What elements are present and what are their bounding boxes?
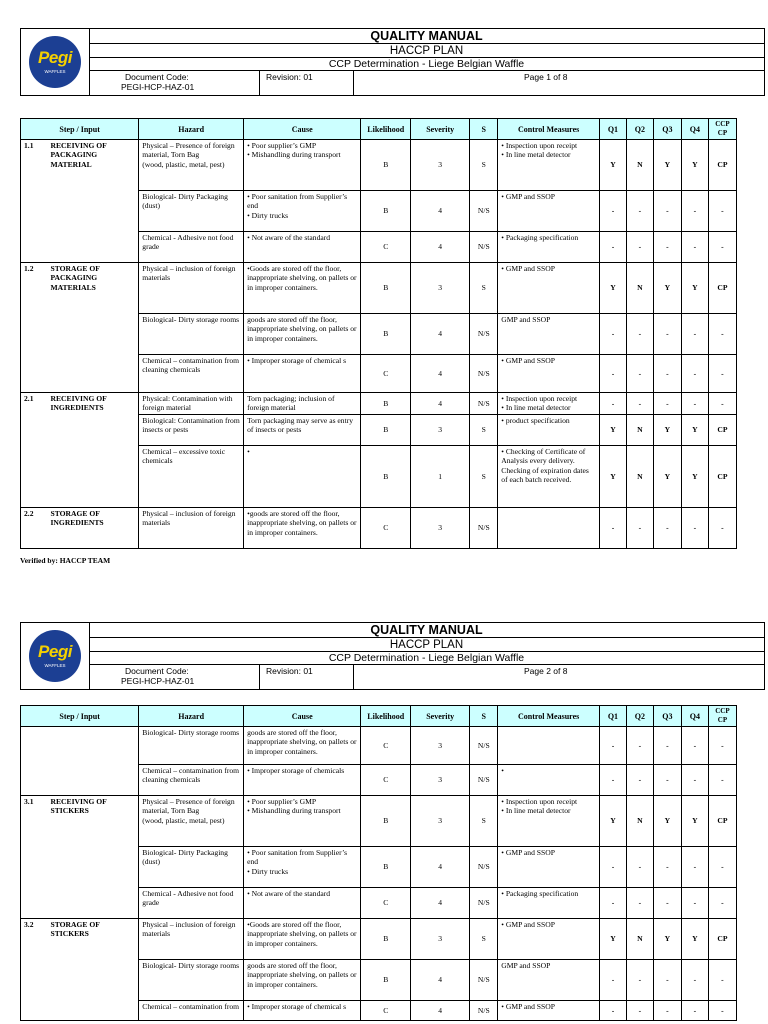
- hazard-cell: Physical – inclusion of foreign materials: [139, 919, 244, 960]
- q4-cell: -: [681, 232, 708, 263]
- column-header: S: [470, 119, 498, 140]
- likelihood-cell: B: [361, 796, 411, 847]
- column-header: Likelihood: [361, 119, 411, 140]
- likelihood-cell: C: [361, 507, 411, 548]
- severity-cell: 4: [411, 960, 470, 1001]
- column-header: Cause: [244, 119, 361, 140]
- likelihood-cell: C: [361, 765, 411, 796]
- cause-cell: •goods are stored off the floor, inappropriate shelving, on pallets or in improper containers.: [244, 507, 361, 548]
- doc-code-label: Document Code:: [125, 666, 189, 676]
- hazard-cell: Physical – inclusion of foreign materials: [139, 507, 244, 548]
- q1-cell: -: [599, 355, 626, 393]
- doc-code: PEGI-HCP-HAZ-01: [121, 676, 195, 686]
- severity-cell: 4: [411, 393, 470, 415]
- cause-cell: • Poor sanitation from Supplier’s end • Dirty trucks: [244, 847, 361, 888]
- likelihood-cell: B: [361, 414, 411, 445]
- control-cell: [498, 727, 600, 765]
- s-cell: S: [470, 414, 498, 445]
- s-cell: N/S: [470, 847, 498, 888]
- severity-cell: 3: [411, 263, 470, 314]
- q2-cell: -: [626, 888, 653, 919]
- document-title: CCP Determination - Liege Belgian Waffle: [89, 652, 764, 665]
- doc-code-label: Document Code:: [125, 72, 189, 82]
- step-number: 1.1: [21, 140, 48, 263]
- severity-cell: 4: [411, 1001, 470, 1021]
- revision: Revision: 01: [266, 666, 313, 676]
- q1-cell: Y: [599, 140, 626, 191]
- column-header: Control Measures: [498, 706, 600, 727]
- column-header: Q1: [599, 706, 626, 727]
- q1-cell: Y: [599, 919, 626, 960]
- q2-cell: -: [626, 232, 653, 263]
- control-cell: • GMP and SSOP: [498, 263, 600, 314]
- ccp-cell: -: [708, 314, 736, 355]
- column-header: S: [470, 706, 498, 727]
- severity-cell: 3: [411, 140, 470, 191]
- q4-cell: -: [681, 960, 708, 1001]
- logo-text: Pegi: [38, 48, 72, 67]
- column-header: Q4: [681, 119, 708, 140]
- control-cell: • product specification: [498, 414, 600, 445]
- q3-cell: Y: [653, 796, 681, 847]
- likelihood-cell: B: [361, 445, 411, 507]
- q4-cell: -: [681, 355, 708, 393]
- ccp-cell: -: [708, 765, 736, 796]
- likelihood-cell: B: [361, 191, 411, 232]
- ccp-cell: -: [708, 960, 736, 1001]
- hazard-cell: Biological- Dirty storage rooms: [139, 727, 244, 765]
- logo-cell: [21, 623, 90, 689]
- q3-cell: -: [653, 232, 681, 263]
- cause-cell: • Poor sanitation from Supplier’s end • Dirty trucks: [244, 191, 361, 232]
- column-header: Step / Input: [21, 119, 139, 140]
- document-header: [20, 622, 765, 690]
- step-name: RECEIVING OF PACKAGING MATERIAL: [47, 140, 138, 263]
- column-header: CCP CP: [708, 119, 736, 140]
- q3-cell: -: [653, 765, 681, 796]
- q2-cell: -: [626, 314, 653, 355]
- column-header: CCP CP: [708, 706, 736, 727]
- severity-cell: 3: [411, 765, 470, 796]
- s-cell: N/S: [470, 1001, 498, 1021]
- likelihood-cell: B: [361, 140, 411, 191]
- step-number: [21, 727, 48, 796]
- likelihood-cell: C: [361, 727, 411, 765]
- hazard-cell: Chemical - Adhesive not food grade: [139, 888, 244, 919]
- column-header: Cause: [244, 706, 361, 727]
- ccp-cell: -: [708, 191, 736, 232]
- s-cell: N/S: [470, 507, 498, 548]
- s-cell: S: [470, 919, 498, 960]
- severity-cell: 3: [411, 727, 470, 765]
- column-header: Likelihood: [361, 706, 411, 727]
- s-cell: N/S: [470, 888, 498, 919]
- q4-cell: -: [681, 888, 708, 919]
- manual-title: QUALITY MANUAL: [89, 29, 764, 44]
- likelihood-cell: B: [361, 960, 411, 1001]
- q4-cell: -: [681, 393, 708, 415]
- likelihood-cell: B: [361, 919, 411, 960]
- column-header: Control Measures: [498, 119, 600, 140]
- q3-cell: -: [653, 847, 681, 888]
- column-header: Hazard: [139, 706, 244, 727]
- cause-cell: Torn packaging; inclusion of foreign material: [244, 393, 361, 415]
- severity-cell: 4: [411, 847, 470, 888]
- ccp-cell: -: [708, 507, 736, 548]
- severity-cell: 4: [411, 355, 470, 393]
- plan-title: HACCP PLAN: [89, 44, 764, 58]
- ccp-cell: -: [708, 232, 736, 263]
- q2-cell: -: [626, 960, 653, 1001]
- q3-cell: -: [653, 727, 681, 765]
- cause-cell: • Poor supplier’s GMP • Mishandling during transport: [244, 796, 361, 847]
- logo-text: Pegi: [38, 642, 72, 661]
- s-cell: N/S: [470, 191, 498, 232]
- likelihood-cell: B: [361, 393, 411, 415]
- control-cell: • Inspection upon receipt • In line metal detector: [498, 393, 600, 415]
- q1-cell: -: [599, 314, 626, 355]
- q4-cell: -: [681, 727, 708, 765]
- ccp-cell: -: [708, 727, 736, 765]
- severity-cell: 4: [411, 314, 470, 355]
- q2-cell: N: [626, 919, 653, 960]
- table-row: [21, 919, 737, 960]
- page-number: Page 1 of 8: [524, 72, 568, 82]
- hazard-cell: Physical – inclusion of foreign materials: [139, 263, 244, 314]
- q4-cell: Y: [681, 414, 708, 445]
- cause-cell: Torn packaging may serve as entry of insects or pests: [244, 414, 361, 445]
- control-cell: GMP and SSOP: [498, 314, 600, 355]
- step-name: STORAGE OF PACKAGING MATERIALS: [47, 263, 138, 393]
- q3-cell: -: [653, 191, 681, 232]
- q2-cell: -: [626, 355, 653, 393]
- table-row: [21, 727, 737, 765]
- q2-cell: N: [626, 445, 653, 507]
- q2-cell: N: [626, 796, 653, 847]
- q4-cell: -: [681, 765, 708, 796]
- cause-cell: • Not aware of the standard: [244, 888, 361, 919]
- s-cell: S: [470, 263, 498, 314]
- s-cell: N/S: [470, 393, 498, 415]
- cause-cell: •: [244, 445, 361, 507]
- severity-cell: 3: [411, 796, 470, 847]
- q3-cell: Y: [653, 414, 681, 445]
- hazard-cell: Biological- Dirty Packaging (dust): [139, 847, 244, 888]
- column-header: Q1: [599, 119, 626, 140]
- q3-cell: -: [653, 888, 681, 919]
- ccp-cell: CP: [708, 263, 736, 314]
- cause-cell: • Not aware of the standard: [244, 232, 361, 263]
- q1-cell: -: [599, 393, 626, 415]
- hazard-cell: Biological- Dirty Packaging (dust): [139, 191, 244, 232]
- control-cell: • GMP and SSOP: [498, 191, 600, 232]
- hazard-cell: Chemical – excessive toxic chemicals: [139, 445, 244, 507]
- cause-cell: goods are stored off the floor, inappropriate shelving, on pallets or in improper containers.: [244, 960, 361, 1001]
- q1-cell: Y: [599, 414, 626, 445]
- q4-cell: -: [681, 847, 708, 888]
- severity-cell: 3: [411, 919, 470, 960]
- likelihood-cell: B: [361, 847, 411, 888]
- s-cell: N/S: [470, 960, 498, 1001]
- ccp-cell: CP: [708, 796, 736, 847]
- ccp-cell: CP: [708, 919, 736, 960]
- cause-cell: • Improper storage of chemicals: [244, 765, 361, 796]
- hazard-cell: Biological: Contamination from insects or pests: [139, 414, 244, 445]
- s-cell: S: [470, 445, 498, 507]
- q4-cell: Y: [681, 796, 708, 847]
- severity-cell: 4: [411, 232, 470, 263]
- q1-cell: Y: [599, 263, 626, 314]
- ccp-cell: -: [708, 888, 736, 919]
- control-cell: • GMP and SSOP: [498, 1001, 600, 1021]
- q1-cell: -: [599, 232, 626, 263]
- q4-cell: Y: [681, 140, 708, 191]
- ccp-cell: CP: [708, 414, 736, 445]
- s-cell: N/S: [470, 355, 498, 393]
- likelihood-cell: C: [361, 232, 411, 263]
- ccp-cell: CP: [708, 140, 736, 191]
- q1-cell: Y: [599, 445, 626, 507]
- q3-cell: -: [653, 314, 681, 355]
- document-title: CCP Determination - Liege Belgian Waffle: [89, 58, 764, 71]
- column-header: Q4: [681, 706, 708, 727]
- logo-subtext: WAFFLES: [44, 663, 66, 668]
- q4-cell: Y: [681, 445, 708, 507]
- column-header: Q2: [626, 706, 653, 727]
- q1-cell: -: [599, 847, 626, 888]
- q1-cell: -: [599, 1001, 626, 1021]
- control-cell: • GMP and SSOP: [498, 847, 600, 888]
- cause-cell: •Goods are stored off the floor, inappropriate shelving, on pallets or in improper containers.: [244, 263, 361, 314]
- step-number: 1.2: [21, 263, 48, 393]
- q2-cell: -: [626, 727, 653, 765]
- q3-cell: -: [653, 393, 681, 415]
- verified-by: Verified by: HACCP TEAM: [20, 556, 111, 565]
- hazard-cell: Chemical - Adhesive not food grade: [139, 232, 244, 263]
- plan-title: HACCP PLAN: [89, 638, 764, 652]
- control-cell: • Checking of Certificate of Analysis every delivery. Checking of expiration dates of each batch received.: [498, 445, 600, 507]
- ccp-table: [20, 705, 737, 1021]
- pegi-logo: [29, 630, 81, 682]
- q1-cell: -: [599, 960, 626, 1001]
- control-cell: GMP and SSOP: [498, 960, 600, 1001]
- q3-cell: -: [653, 960, 681, 1001]
- hazard-cell: Biological- Dirty storage rooms: [139, 314, 244, 355]
- q1-cell: -: [599, 765, 626, 796]
- step-name: [47, 727, 138, 796]
- s-cell: N/S: [470, 232, 498, 263]
- cause-cell: goods are stored off the floor, inappropriate shelving, on pallets or in improper containers.: [244, 727, 361, 765]
- likelihood-cell: B: [361, 263, 411, 314]
- cause-cell: goods are stored off the floor, inappropriate shelving, on pallets or in improper containers.: [244, 314, 361, 355]
- revision: Revision: 01: [266, 72, 313, 82]
- hazard-cell: Physical: Contamination with foreign material: [139, 393, 244, 415]
- likelihood-cell: B: [361, 314, 411, 355]
- q1-cell: Y: [599, 796, 626, 847]
- q3-cell: -: [653, 507, 681, 548]
- hazard-cell: Physical – Presence of foreign material, Torn Bag (wood, plastic, metal, pest): [139, 140, 244, 191]
- q4-cell: Y: [681, 919, 708, 960]
- manual-title: QUALITY MANUAL: [89, 623, 764, 638]
- q2-cell: N: [626, 140, 653, 191]
- meta-divider: [259, 665, 260, 690]
- q4-cell: -: [681, 314, 708, 355]
- cause-cell: •Goods are stored off the floor, inappropriate shelving, on pallets or in improper containers.: [244, 919, 361, 960]
- step-number: 3.2: [21, 919, 48, 1021]
- hazard-cell: Chemical – contamination from cleaning chemicals: [139, 355, 244, 393]
- meta-divider: [353, 665, 354, 690]
- cause-cell: • Improper storage of chemical s: [244, 355, 361, 393]
- q2-cell: -: [626, 191, 653, 232]
- q3-cell: Y: [653, 919, 681, 960]
- control-cell: • Inspection upon receipt • In line metal detector: [498, 796, 600, 847]
- control-cell: • Packaging specification: [498, 232, 600, 263]
- ccp-cell: CP: [708, 445, 736, 507]
- step-number: 2.2: [21, 507, 48, 548]
- q2-cell: -: [626, 393, 653, 415]
- ccp-cell: -: [708, 355, 736, 393]
- column-header: Severity: [411, 119, 470, 140]
- q4-cell: Y: [681, 263, 708, 314]
- column-header: Q3: [653, 119, 681, 140]
- logo-subtext: WAFFLES: [44, 69, 66, 74]
- q1-cell: -: [599, 727, 626, 765]
- table-row: [21, 796, 737, 847]
- step-name: STORAGE OF INGREDIENTS: [47, 507, 138, 548]
- q2-cell: -: [626, 507, 653, 548]
- s-cell: N/S: [470, 727, 498, 765]
- cause-cell: • Improper storage of chemical s: [244, 1001, 361, 1021]
- q3-cell: Y: [653, 263, 681, 314]
- cause-cell: • Poor supplier’s GMP • Mishandling during transport: [244, 140, 361, 191]
- q1-cell: -: [599, 191, 626, 232]
- step-name: STORAGE OF STICKERS: [47, 919, 138, 1021]
- likelihood-cell: C: [361, 1001, 411, 1021]
- column-header: Step / Input: [21, 706, 139, 727]
- q2-cell: -: [626, 1001, 653, 1021]
- s-cell: S: [470, 796, 498, 847]
- q3-cell: Y: [653, 140, 681, 191]
- likelihood-cell: C: [361, 355, 411, 393]
- step-number: 2.1: [21, 393, 48, 508]
- q2-cell: N: [626, 263, 653, 314]
- q3-cell: -: [653, 1001, 681, 1021]
- severity-cell: 4: [411, 888, 470, 919]
- severity-cell: 1: [411, 445, 470, 507]
- step-number: 3.1: [21, 796, 48, 919]
- severity-cell: 3: [411, 414, 470, 445]
- hazard-cell: Chemical – contamination from cleaning chemicals: [139, 765, 244, 796]
- hazard-cell: Chemical – contamination from: [139, 1001, 244, 1021]
- q3-cell: -: [653, 355, 681, 393]
- q4-cell: -: [681, 191, 708, 232]
- ccp-cell: -: [708, 1001, 736, 1021]
- hazard-cell: Physical – Presence of foreign material, Torn Bag (wood, plastic, metal, pest): [139, 796, 244, 847]
- control-cell: • Packaging specification: [498, 888, 600, 919]
- step-name: RECEIVING OF INGREDIENTS: [47, 393, 138, 508]
- hazard-cell: Biological- Dirty storage rooms: [139, 960, 244, 1001]
- page-number: Page 2 of 8: [524, 666, 568, 676]
- s-cell: S: [470, 140, 498, 191]
- doc-code: PEGI-HCP-HAZ-01: [121, 82, 195, 92]
- table-header-row: [21, 706, 737, 727]
- severity-cell: 4: [411, 191, 470, 232]
- ccp-cell: -: [708, 847, 736, 888]
- q4-cell: -: [681, 507, 708, 548]
- q2-cell: -: [626, 847, 653, 888]
- column-header: Severity: [411, 706, 470, 727]
- control-cell: • GMP and SSOP: [498, 919, 600, 960]
- s-cell: N/S: [470, 765, 498, 796]
- q1-cell: -: [599, 507, 626, 548]
- q3-cell: Y: [653, 445, 681, 507]
- control-cell: • Inspection upon receipt • In line metal detector: [498, 140, 600, 191]
- column-header: Q3: [653, 706, 681, 727]
- control-cell: •: [498, 765, 600, 796]
- q4-cell: -: [681, 1001, 708, 1021]
- q2-cell: -: [626, 765, 653, 796]
- step-name: RECEIVING OF STICKERS: [47, 796, 138, 919]
- q2-cell: N: [626, 414, 653, 445]
- ccp-cell: -: [708, 393, 736, 415]
- s-cell: N/S: [470, 314, 498, 355]
- column-header: Hazard: [139, 119, 244, 140]
- control-cell: • GMP and SSOP: [498, 355, 600, 393]
- column-header: Q2: [626, 119, 653, 140]
- q1-cell: -: [599, 888, 626, 919]
- severity-cell: 3: [411, 507, 470, 548]
- likelihood-cell: C: [361, 888, 411, 919]
